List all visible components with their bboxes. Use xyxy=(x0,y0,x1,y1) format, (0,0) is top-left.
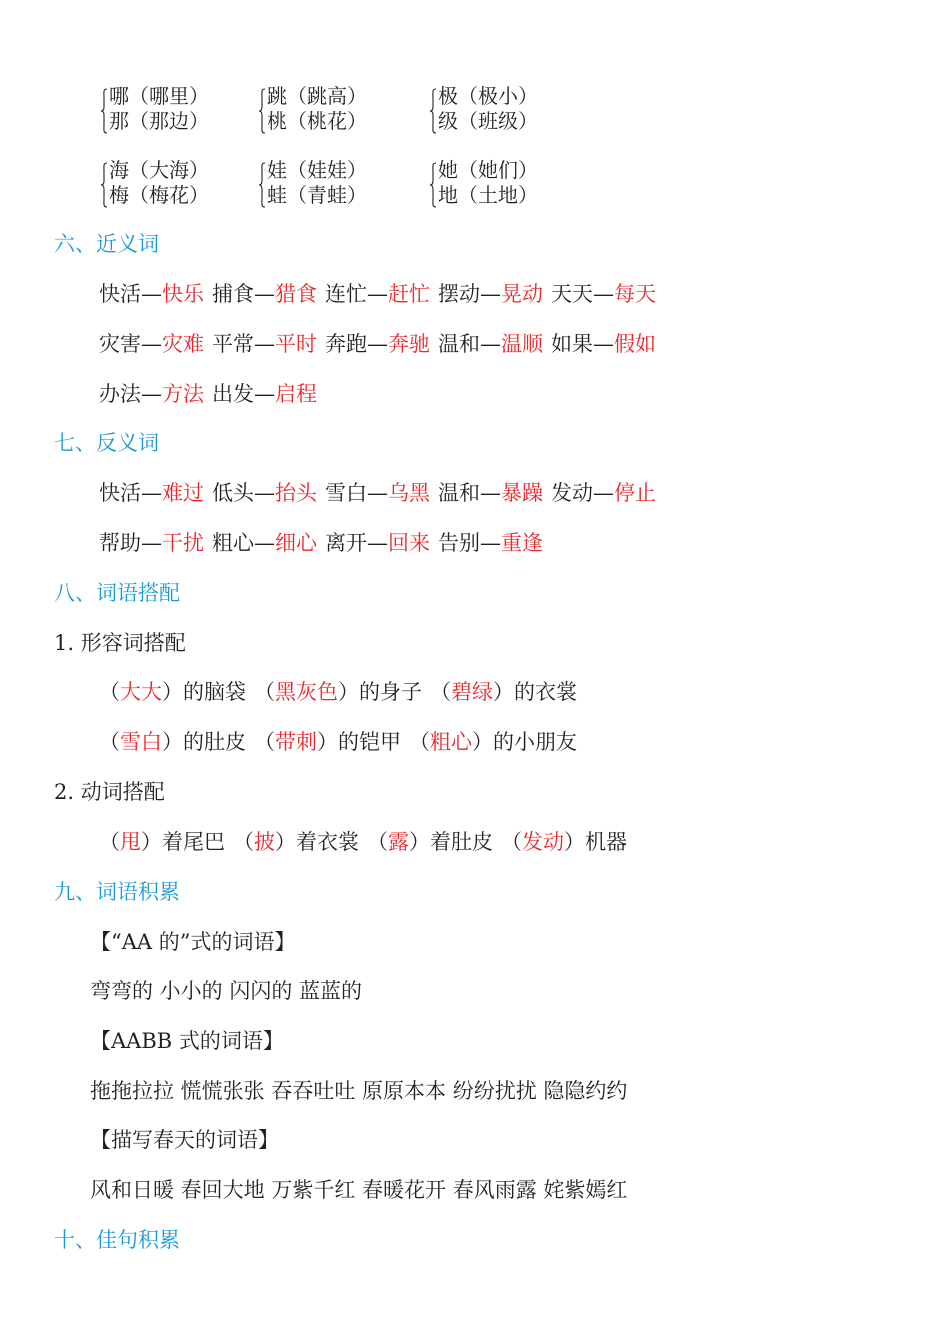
answer: 干扰 xyxy=(162,531,204,555)
char: 极 xyxy=(438,84,458,108)
noun: 的身子 xyxy=(359,680,422,704)
answer: 乌黑 xyxy=(388,481,430,505)
answer: 快乐 xyxy=(162,282,204,306)
word: 哪里 xyxy=(149,84,189,108)
section-title-antonyms: 七、反义词 xyxy=(54,431,159,455)
word: 如果 xyxy=(551,332,593,356)
vocab-heading: 【“AA 的”式的词语】 xyxy=(90,930,296,954)
subheading-adjective: 1. 形容词搭配 xyxy=(54,631,186,655)
section-title-sentences: 十、佳句积累 xyxy=(54,1228,180,1252)
char: 跳 xyxy=(267,84,287,108)
answer: 猎食 xyxy=(275,282,317,306)
synonym-line: 灾害—灾难 平常—平时 奔跑—奔驰 温和—温顺 如果—假如 xyxy=(99,332,656,356)
answer: 大大 xyxy=(120,680,162,704)
answer: 停止 xyxy=(614,481,656,505)
word: 快活 xyxy=(99,282,141,306)
adjective-line: （大大）的脑袋 （黑灰色）的身子 （碧绿）的衣裳 xyxy=(99,680,577,704)
synonym-line: 快活—快乐 捕食—猎食 连忙—赶忙 摆动—晃动 天天—每天 xyxy=(99,282,656,306)
brace-icon xyxy=(429,162,437,208)
brace-icon xyxy=(100,162,108,208)
brace-icon xyxy=(258,88,266,134)
section-title-vocabulary: 九、词语积累 xyxy=(54,880,180,904)
char: 那 xyxy=(109,109,129,133)
word: 梅花 xyxy=(149,183,189,207)
word: 班级 xyxy=(478,109,518,133)
word: 那边 xyxy=(149,109,189,133)
answer: 假如 xyxy=(614,332,656,356)
word: 快活 xyxy=(99,481,141,505)
answer: 难过 xyxy=(162,481,204,505)
answer: 碧绿 xyxy=(451,680,493,704)
word: 出发 xyxy=(212,382,254,406)
word: 她们 xyxy=(478,158,518,182)
vocab-heading: 【AABB 式的词语】 xyxy=(90,1029,284,1053)
answer: 粗心 xyxy=(430,730,472,754)
word: 办法 xyxy=(99,382,141,406)
answer: 每天 xyxy=(614,282,656,306)
answer: 细心 xyxy=(275,531,317,555)
answer: 披 xyxy=(254,830,275,854)
section-title-synonyms: 六、近义词 xyxy=(54,232,159,256)
answer: 发动 xyxy=(522,830,564,854)
word: 温和 xyxy=(438,481,480,505)
noun: 的铠甲 xyxy=(338,730,401,754)
word: 跳高 xyxy=(307,84,347,108)
word: 大海 xyxy=(149,158,189,182)
word: 平常 xyxy=(212,332,254,356)
word: 低头 xyxy=(212,481,254,505)
word: 土地 xyxy=(478,183,518,207)
answer: 抬头 xyxy=(275,481,317,505)
answer: 重逢 xyxy=(501,531,543,555)
char: 地 xyxy=(438,183,458,207)
noun: 着尾巴 xyxy=(162,830,225,854)
answer: 露 xyxy=(388,830,409,854)
word: 离开 xyxy=(325,531,367,555)
noun: 着衣裳 xyxy=(296,830,359,854)
word: 奔跑 xyxy=(325,332,367,356)
brace-icon xyxy=(100,88,108,134)
answer: 回来 xyxy=(388,531,430,555)
word: 天天 xyxy=(551,282,593,306)
brace-icon xyxy=(429,88,437,134)
char: 娃 xyxy=(267,158,287,182)
char: 梅 xyxy=(109,183,129,207)
word: 青蛙 xyxy=(307,183,347,207)
answer: 灾难 xyxy=(162,332,204,356)
char: 桃 xyxy=(267,109,287,133)
word: 桃花 xyxy=(307,109,347,133)
word: 帮助 xyxy=(99,531,141,555)
answer: 启程 xyxy=(275,382,317,406)
answer: 赶忙 xyxy=(388,282,430,306)
answer: 方法 xyxy=(162,382,204,406)
answer: 温顺 xyxy=(501,332,543,356)
answer: 奔驰 xyxy=(388,332,430,356)
word: 灾害 xyxy=(99,332,141,356)
word: 捕食 xyxy=(212,282,254,306)
word: 娃娃 xyxy=(307,158,347,182)
word: 雪白 xyxy=(325,481,367,505)
answer: 暴躁 xyxy=(501,481,543,505)
char: 蛙 xyxy=(267,183,287,207)
adjective-line: （雪白）的肚皮 （带刺）的铠甲 （粗心）的小朋友 xyxy=(99,730,577,754)
word: 发动 xyxy=(551,481,593,505)
noun: 的肚皮 xyxy=(183,730,246,754)
vocab-heading: 【描写春天的词语】 xyxy=(90,1128,279,1152)
word: 温和 xyxy=(438,332,480,356)
verb-line: （甩）着尾巴 （披）着衣裳 （露）着肚皮 （发动）机器 xyxy=(99,830,627,854)
answer: 甩 xyxy=(120,830,141,854)
antonym-line: 快活—难过 低头—抬头 雪白—乌黑 温和—暴躁 发动—停止 xyxy=(99,481,656,505)
antonym-line: 帮助—干扰 粗心—细心 离开—回来 告别—重逢 xyxy=(99,531,543,555)
noun: 机器 xyxy=(585,830,627,854)
char: 她 xyxy=(438,158,458,182)
noun: 的衣裳 xyxy=(514,680,577,704)
vocab-list: 弯弯的 小小的 闪闪的 蓝蓝的 xyxy=(90,979,363,1003)
answer: 带刺 xyxy=(275,730,317,754)
word: 粗心 xyxy=(212,531,254,555)
synonym-line: 办法—方法 出发—启程 xyxy=(99,382,317,406)
brace-icon xyxy=(258,162,266,208)
answer: 黑灰色 xyxy=(275,680,338,704)
answer: 晃动 xyxy=(501,282,543,306)
char: 级 xyxy=(438,109,458,133)
answer: 雪白 xyxy=(120,730,162,754)
char: 海 xyxy=(109,158,129,182)
char: 哪 xyxy=(109,84,129,108)
word: 摆动 xyxy=(438,282,480,306)
noun: 的小朋友 xyxy=(493,730,577,754)
section-title-collocations: 八、词语搭配 xyxy=(54,581,180,605)
vocab-list: 风和日暖 春回大地 万紫千红 春暖花开 春风雨露 姹紫嫣红 xyxy=(90,1178,628,1202)
word: 连忙 xyxy=(325,282,367,306)
noun: 的脑袋 xyxy=(183,680,246,704)
noun: 着肚皮 xyxy=(430,830,493,854)
word: 极小 xyxy=(478,84,518,108)
answer: 平时 xyxy=(275,332,317,356)
subheading-verb: 2. 动词搭配 xyxy=(54,780,165,804)
word: 告别 xyxy=(438,531,480,555)
vocab-list: 拖拖拉拉 慌慌张张 吞吞吐吐 原原本本 纷纷扰扰 隐隐约约 xyxy=(90,1079,628,1103)
